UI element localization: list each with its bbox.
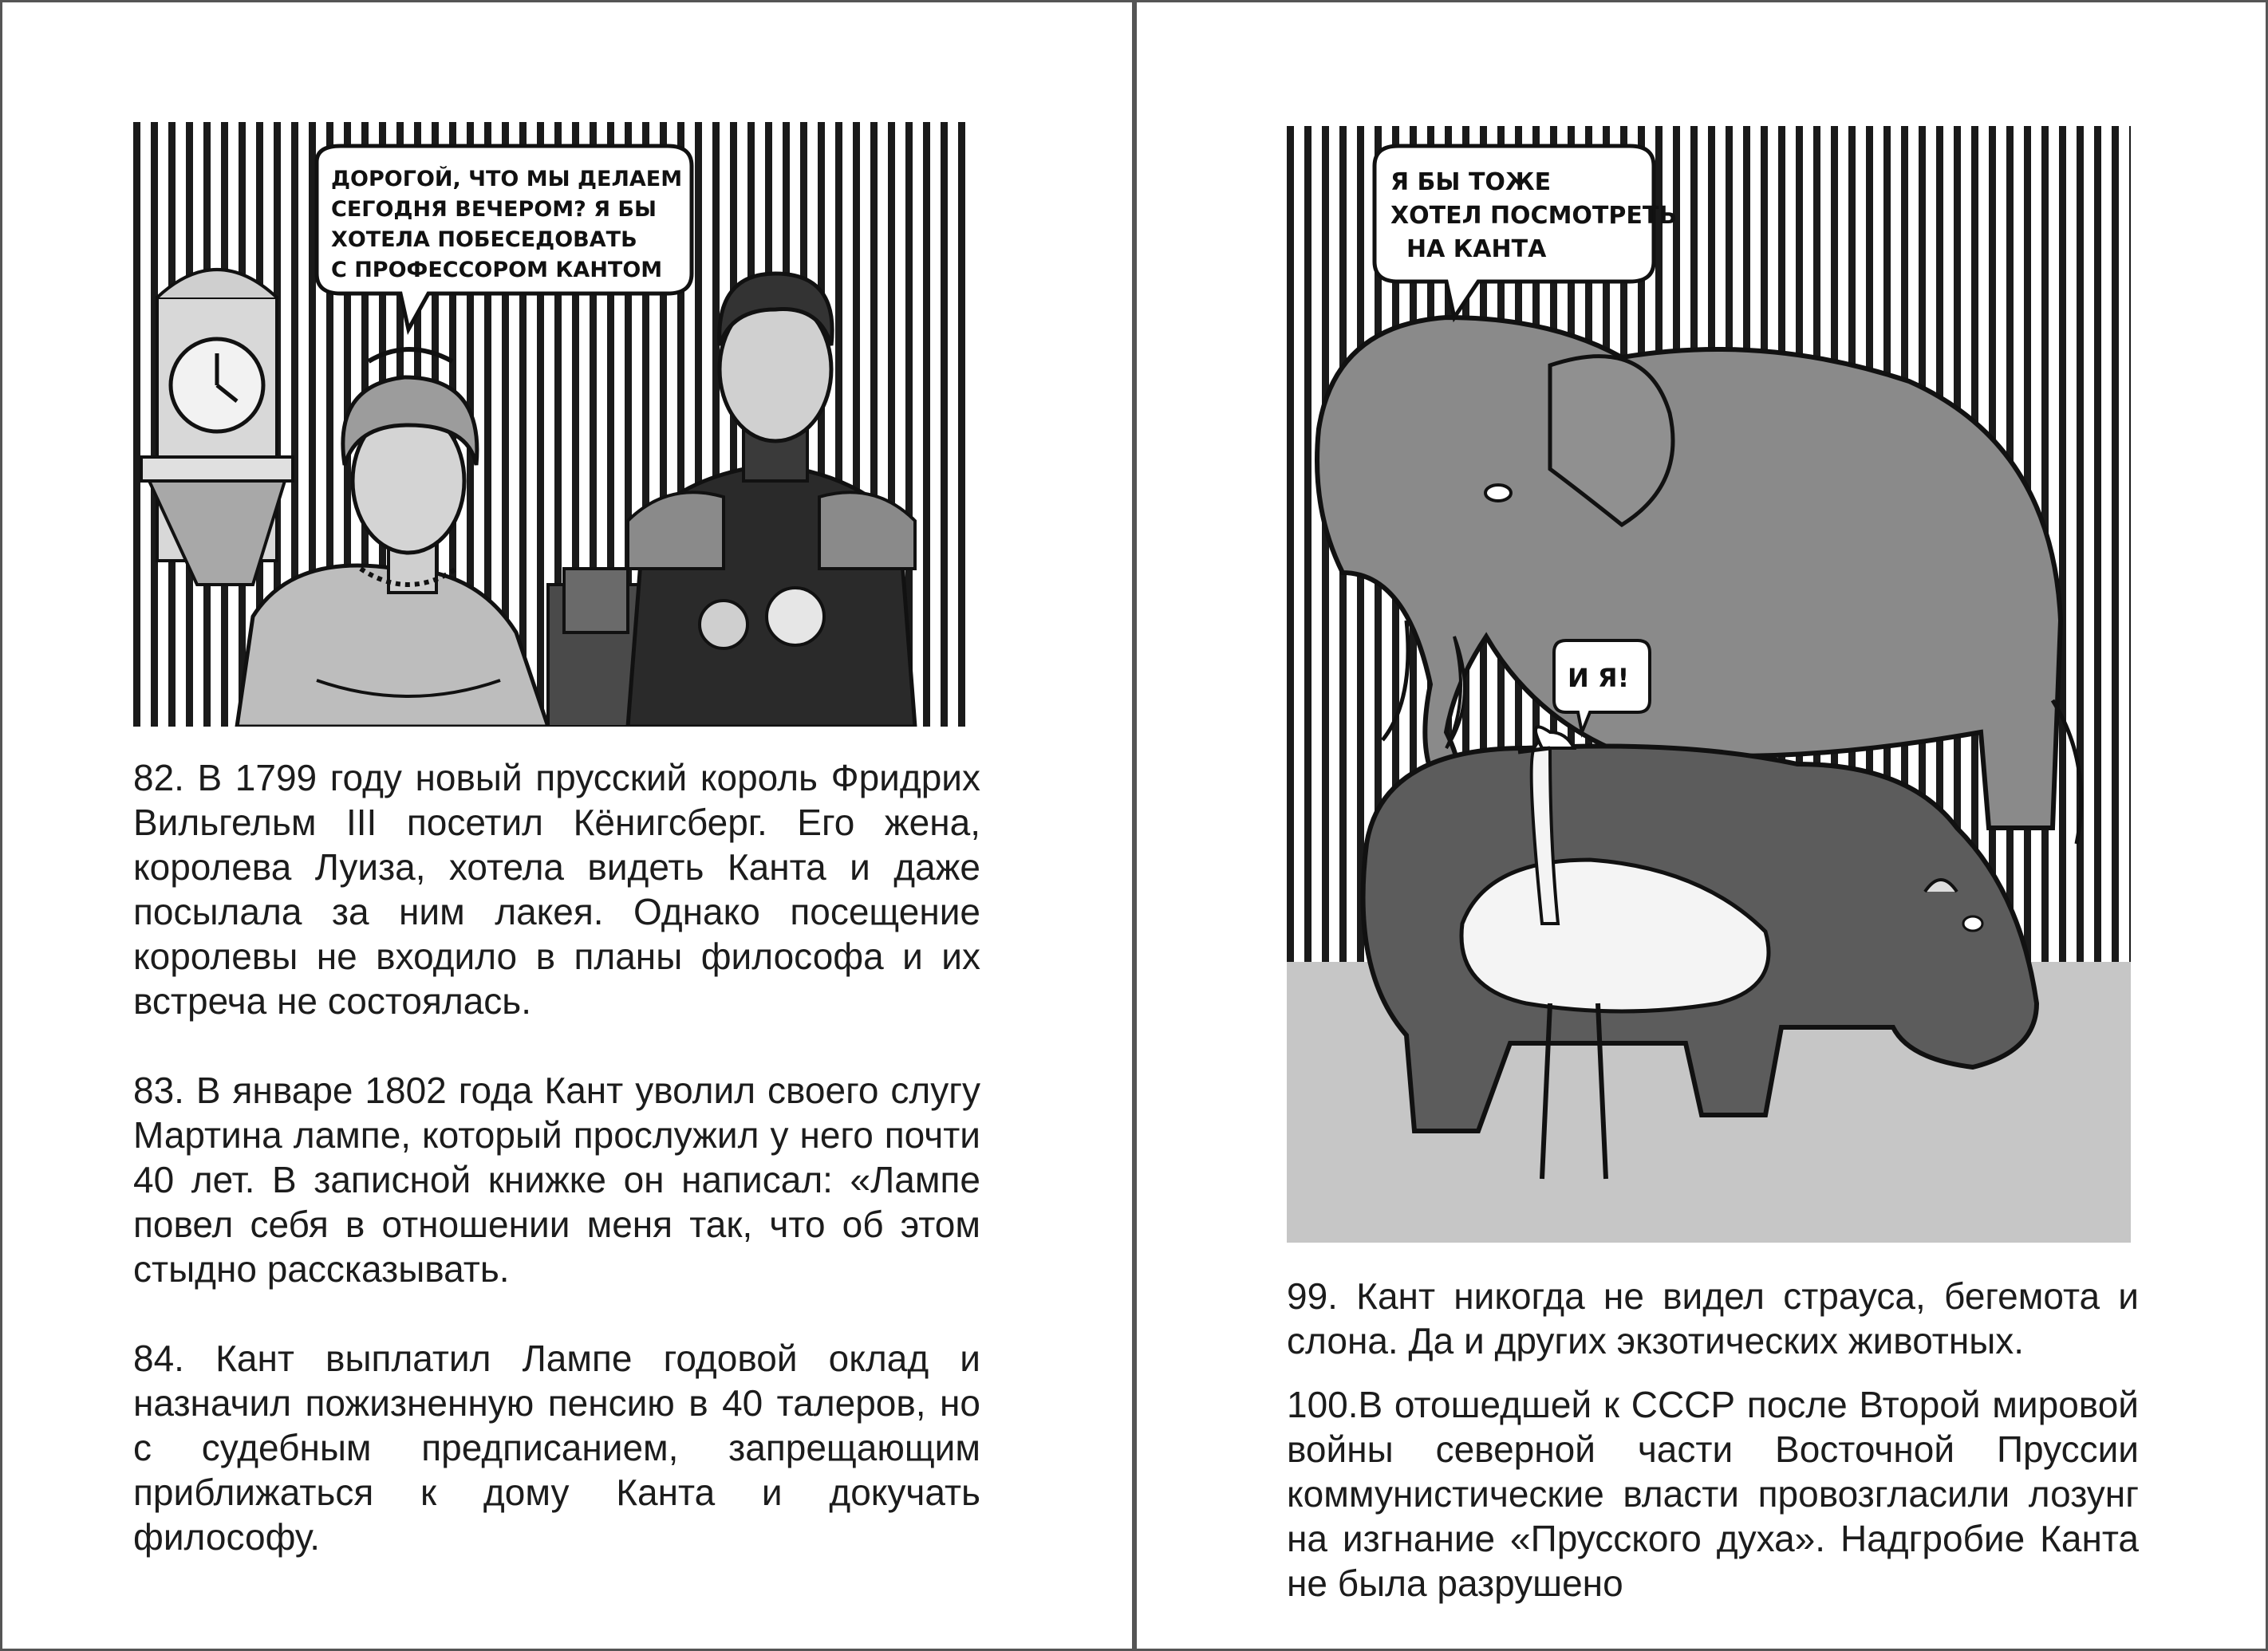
paragraph-99: 99. Кант никогда не видел страуса, бегемота и слона. Да и других экзотических животных. — [1287, 1275, 2139, 1361]
bubble-line-2: СЕГОДНЯ ВЕЧЕРОМ? Я БЫ — [331, 197, 657, 222]
paragraph-84: 84. Кант выплатил Лампе годовой оклад и назначил пожизненную пенсию в 40 талеров, но с судебным предписанием, запрещающим приближаться к дому Канта и докучать философу. — [133, 1338, 980, 1558]
bubble-small-text: И Я! — [1568, 663, 1630, 693]
bubble-top-line-2: ХОТЕЛ ПОСМОТРЕТЬ — [1390, 202, 1678, 230]
bubble-line-3: ХОТЕЛА ПОБЕСЕДОВАТЬ — [331, 227, 637, 252]
paragraph-100: 100.В отошедшей к СССР после Второй мировой войны северной части Восточной Пруссии коммунистические власти провозгласили лозунг на изгнание «Прусского духа». Надгробие Канта не была разрушено — [1287, 1384, 2139, 1604]
bubble-top-line-3: НА КАНТА — [1406, 235, 1547, 263]
royal-couple-drawing — [133, 122, 971, 727]
wall-clock — [141, 270, 293, 585]
bubble-line-1: ДОРОГОЙ, ЧТО МЫ ДЕЛАЕМ — [331, 167, 683, 191]
bubble-top-line-1: Я БЫ ТОЖЕ — [1390, 168, 1552, 196]
illustration-royal-couple — [133, 122, 971, 727]
right-page — [1134, 0, 2268, 1651]
animals-drawing — [1287, 126, 2131, 1243]
illustration-animals — [1287, 126, 2131, 1243]
paragraph-83: 83. В январе 1802 года Кант уволил своего слугу Мартина лампе, который прослужил у него почти 40 лет. В записной книжке он написал: «Лампе повел себя в отношении меня так, что об этом стыдно рассказывать. — [133, 1070, 980, 1290]
bubble-line-4: С ПРОФЕССОРОМ КАНТОМ — [331, 258, 663, 282]
paragraph-82: 82. В 1799 году новый прусский король Фридрих Вильгельм III посетил Кёнигсберг. Его жена, королева Луиза, хотела видеть Канта и даже посылала за ним лакея. Однако посещение королевы не входило в планы философа и их встреча не состоялась. — [133, 757, 980, 1022]
